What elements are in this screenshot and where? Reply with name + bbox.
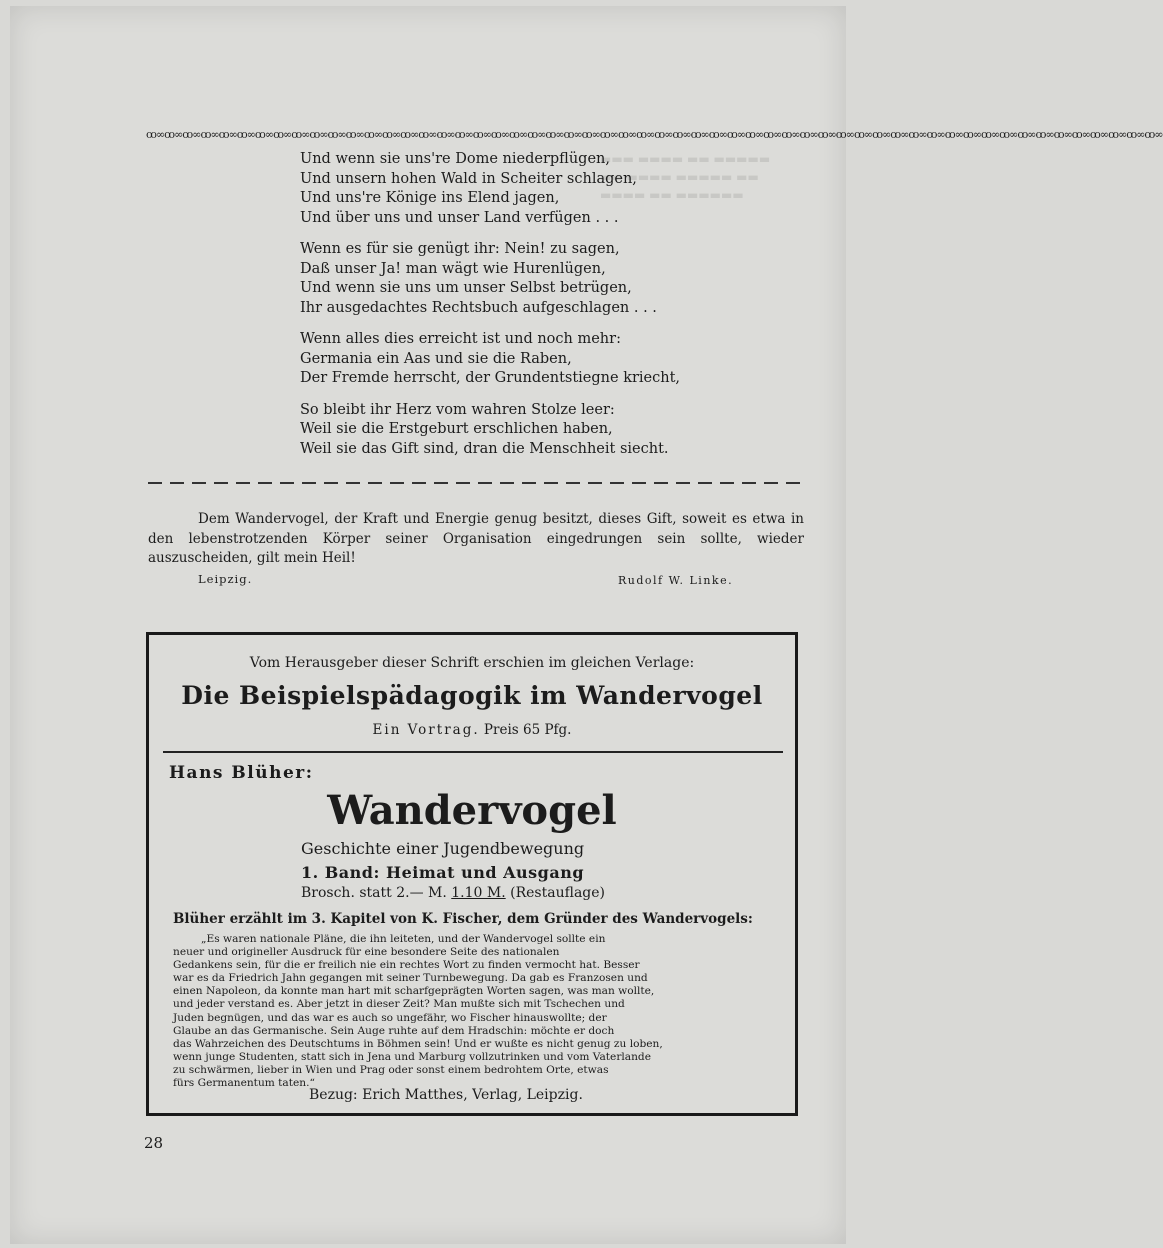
poem-line: Weil sie das Gift sind, dran die Menschheit siecht. <box>300 440 669 457</box>
dedication-text: Dem Wandervogel, der Kraft und Energie genug besitzt, dieses Gift, soweit es etwa in den lebenstrotzenden Körper seiner Organisation eingedrungen sein sollte, wieder auszuscheiden, gilt mein Heil! <box>148 511 804 566</box>
quote-line: wenn junge Studenten, statt sich in Jena und Marburg vollzutrinken und vom Vaterlande <box>173 1050 651 1063</box>
quote-line: „Es waren nationale Pläne, die ihn leiteten, und der Wandervogel sollte ein <box>201 933 606 945</box>
ad-old-price: Brosch. statt 2.— M. <box>301 885 447 901</box>
ad-author: Hans Blüher: <box>169 763 314 783</box>
poem <box>300 150 730 471</box>
ornament-rule: ꝏ∞ꝏ∞ꝏ∞ꝏ∞ꝏ∞ꝏ∞ꝏ∞ꝏ∞ꝏ∞ꝏ∞ꝏ∞ꝏ∞ꝏ∞ꝏ∞ꝏ∞ꝏ∞ꝏ∞ꝏ∞ꝏ∞ꝏ∞ꝏ∞ꝏ∞ꝏ∞ꝏ∞ꝏ∞ꝏ∞ꝏ∞ꝏ∞ꝏ∞ꝏ∞ꝏ∞ꝏ∞ꝏ∞ꝏ∞ꝏ∞ꝏ∞ꝏ∞ꝏ∞ꝏ∞ꝏ∞ꝏ∞ꝏ∞ꝏ∞ꝏ∞ꝏ∞ꝏ∞ꝏ∞ꝏ∞ꝏ∞ꝏ∞ꝏ∞ꝏ∞ꝏ∞ꝏ∞ꝏ∞ꝏ∞ <box>146 128 1163 141</box>
ad-book-subtitle-1 <box>149 722 795 738</box>
ad-price-line <box>301 885 605 901</box>
advertisement-box <box>146 632 798 1116</box>
place-label: Leipzig. <box>198 572 253 586</box>
author-signature: Rudolf W. Linke. <box>618 574 734 587</box>
ad-subtitle: Geschichte einer Jugendbewegung <box>301 839 585 858</box>
quote-line: war es da Friedrich Jahn gegangen mit seiner Turnbewegung. Da gab es Franzosen und <box>173 972 648 985</box>
bleed-through-text: ▬▬▬ ▬▬▬▬ ▬▬ ▬▬▬▬▬ ▬▬ ▬▬▬▬ ▬▬▬▬▬ ▬▬ ▬▬▬▬ ▬▬ ▬▬▬▬▬▬ <box>600 152 771 202</box>
quote-line: einen Napoleon, da konnte man hart mit scharfgeprägten Worten sagen, was man wollte, <box>173 985 655 998</box>
quote-line: neuer und origineller Ausdruck für eine besondere Seite des nationalen <box>173 946 560 959</box>
ad-rule <box>163 751 783 753</box>
quote-line: Gedankens sein, für die er freilich nie ein rechtes Wort zu finden vermocht hat. Besser <box>173 959 640 972</box>
dashed-divider <box>148 482 804 484</box>
dedication-paragraph <box>148 510 804 569</box>
ad-price: Preis 65 Pfg. <box>483 722 572 738</box>
ad-quote <box>173 933 777 1090</box>
poem-line: Germania ein Aas und sie die Raben, <box>300 350 572 367</box>
poem-line: Weil sie die Erstgeburt erschlichen haben, <box>300 421 613 437</box>
poem-line: Und wenn sie uns um unser Selbst betrügen, <box>300 280 632 296</box>
poem-line: Daß unser Ja! man wägt wie Hurenlügen, <box>300 260 606 277</box>
ad-book-title-1: Die Beispielspädagogik im Wandervogel <box>181 681 763 710</box>
quote-line: Glaube an das Germanische. Sein Auge ruhte auf dem Hradschin: möchte er doch <box>173 1024 615 1037</box>
poem-line: Und unsern hohen Wald in Scheiter schlagen, <box>300 170 637 187</box>
quote-line: zu schwärmen, lieber in Wien und Prag oder sonst einem bedrohtem Orte, etwas <box>173 1063 609 1076</box>
poem-line: Ihr ausgedachtes Rechtsbuch aufgeschlagen . . . <box>300 299 657 316</box>
ad-lecture-label: Ein Vortrag. <box>372 722 480 738</box>
ad-quote-intro: Blüher erzählt im 3. Kapitel von K. Fischer, dem Gründer des Wandervogels: <box>173 911 753 927</box>
poem-line: Und uns're Könige ins Elend jagen, <box>300 190 560 206</box>
poem-line: Und wenn sie uns're Dome niederpflügen, <box>300 151 610 167</box>
quote-line: Juden begnügen, und das war es auch so ungefähr, wo Fischer hinauswollte; der <box>173 1011 607 1024</box>
poem-line: Und über uns und unser Land verfügen . . . <box>300 209 619 226</box>
ad-ordering-info: Bezug: Erich Matthes, Verlag, Leipzig. <box>309 1087 583 1103</box>
quote-line: das Wahrzeichen des Deutschtums in Böhmen sein! Und er wußte es nicht genug zu loben, <box>173 1037 663 1050</box>
poem-stanza-4 <box>300 401 730 460</box>
ad-book-title-2: Wandervogel <box>327 787 617 834</box>
quote-line: fürs Germanentum taten.“ <box>173 1077 315 1090</box>
poem-line: Wenn alles dies erreicht ist und noch mehr: <box>300 331 621 347</box>
poem-stanza-1 <box>300 150 730 228</box>
poem-stanza-3 <box>300 330 730 389</box>
poem-line: Wenn es für sie genügt ihr: Nein! zu sagen, <box>300 241 620 257</box>
ad-volume: 1. Band: Heimat und Ausgang <box>301 863 585 882</box>
ad-intro: Vom Herausgeber dieser Schrift erschien im gleichen Verlage: <box>249 655 695 671</box>
poem-line: Der Fremde herrscht, der Grundentstiegne kriecht, <box>300 370 681 386</box>
ad-remainder-note: (Restauflage) <box>510 885 605 901</box>
ad-new-price: 1.10 M. <box>451 885 506 901</box>
quote-line: und jeder verstand es. Aber jetzt in dieser Zeit? Man mußte sich mit Tschechen und <box>173 998 625 1011</box>
poem-stanza-2 <box>300 240 730 318</box>
poem-line: So bleibt ihr Herz vom wahren Stolze leer: <box>300 401 615 418</box>
page-number: 28 <box>144 1134 164 1152</box>
